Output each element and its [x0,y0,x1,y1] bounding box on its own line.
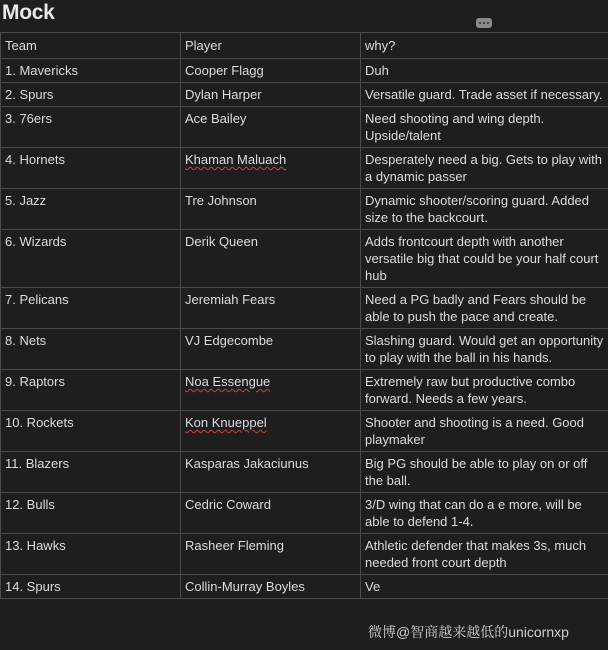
table-row [1,534,608,575]
why-cell[interactable]: Adds frontcourt depth with another versatile big that could be your half court hub [361,230,608,288]
team-cell[interactable]: 2. Spurs [1,83,181,107]
why-cell[interactable]: Need shooting and wing depth. Upside/talent [361,107,608,148]
why-cell[interactable]: Dynamic shooter/scoring guard. Added size to the backcourt. [361,189,608,230]
column-header-team[interactable]: Team [1,33,181,59]
more-options-icon [479,22,481,24]
team-cell[interactable]: 7. Pelicans [1,288,181,329]
table-row [1,107,608,148]
player-cell[interactable]: Derik Queen [181,230,361,288]
table-row [1,148,608,189]
player-cell[interactable]: VJ Edgecombe [181,329,361,370]
table-row [1,370,608,411]
team-cell[interactable]: 11. Blazers [1,452,181,493]
table-row [1,411,608,452]
player-name-misspelled: Khaman Maluach [185,152,287,167]
player-cell[interactable]: Collin-Murray Boyles [181,575,361,599]
table-row [1,83,608,107]
why-cell[interactable]: Shooter and shooting is a need. Good playmaker [361,411,608,452]
why-cell[interactable]: Slashing guard. Would get an opportunity to play with the ball in his hands. [361,329,608,370]
player-cell[interactable]: Jeremiah Fears [181,288,361,329]
player-cell[interactable]: Tre Johnson [181,189,361,230]
why-cell[interactable]: Big PG should be able to play on or off the ball. [361,452,608,493]
table-row [1,230,608,288]
team-cell[interactable]: 13. Hawks [1,534,181,575]
more-options-button[interactable] [476,18,492,28]
table-row [1,329,608,370]
player-name-misspelled: Kon Knueppel [185,415,267,430]
why-cell[interactable]: Duh [361,59,608,83]
player-cell[interactable]: Dylan Harper [181,83,361,107]
player-cell[interactable] [181,148,361,189]
why-cell[interactable]: Athletic defender that makes 3s, much needed front court depth [361,534,608,575]
why-cell[interactable]: Extremely raw but productive combo forward. Needs a few years. [361,370,608,411]
why-cell[interactable]: Ve [361,575,608,599]
player-cell[interactable] [181,411,361,452]
player-cell[interactable]: Cedric Coward [181,493,361,534]
watermark: 微博@智商越来越低的unicornxp [368,624,569,640]
player-cell[interactable]: Kasparas Jakaciunus [181,452,361,493]
table-row [1,452,608,493]
why-cell[interactable]: Need a PG badly and Fears should be able to push the pace and create. [361,288,608,329]
column-header-why[interactable]: why? [361,33,608,59]
player-cell[interactable] [181,370,361,411]
team-cell[interactable]: 1. Mavericks [1,59,181,83]
team-cell[interactable]: 12. Bulls [1,493,181,534]
column-header-player[interactable]: Player [181,33,361,59]
player-cell[interactable]: Ace Bailey [181,107,361,148]
player-cell[interactable]: Rasheer Fleming [181,534,361,575]
mock-draft-table [0,32,608,599]
team-cell[interactable]: 5. Jazz [1,189,181,230]
player-cell[interactable]: Cooper Flagg [181,59,361,83]
table-row [1,575,608,599]
team-cell[interactable]: 4. Hornets [1,148,181,189]
page-title: Mock [2,1,55,24]
table-row [1,189,608,230]
why-cell[interactable]: Desperately need a big. Gets to play with a dynamic passer [361,148,608,189]
team-cell[interactable]: 9. Raptors [1,370,181,411]
table-row [1,288,608,329]
team-cell[interactable]: 8. Nets [1,329,181,370]
table-row [1,59,608,83]
table-header-row [1,33,608,59]
player-name-misspelled: Noa Essengue [185,374,271,389]
team-cell[interactable]: 14. Spurs [1,575,181,599]
why-cell[interactable]: Versatile guard. Trade asset if necessary. [361,83,608,107]
team-cell[interactable]: 3. 76ers [1,107,181,148]
team-cell[interactable]: 10. Rockets [1,411,181,452]
table-row [1,493,608,534]
team-cell[interactable]: 6. Wizards [1,230,181,288]
why-cell[interactable]: 3/D wing that can do a e more, will be able to defend 1-4. [361,493,608,534]
